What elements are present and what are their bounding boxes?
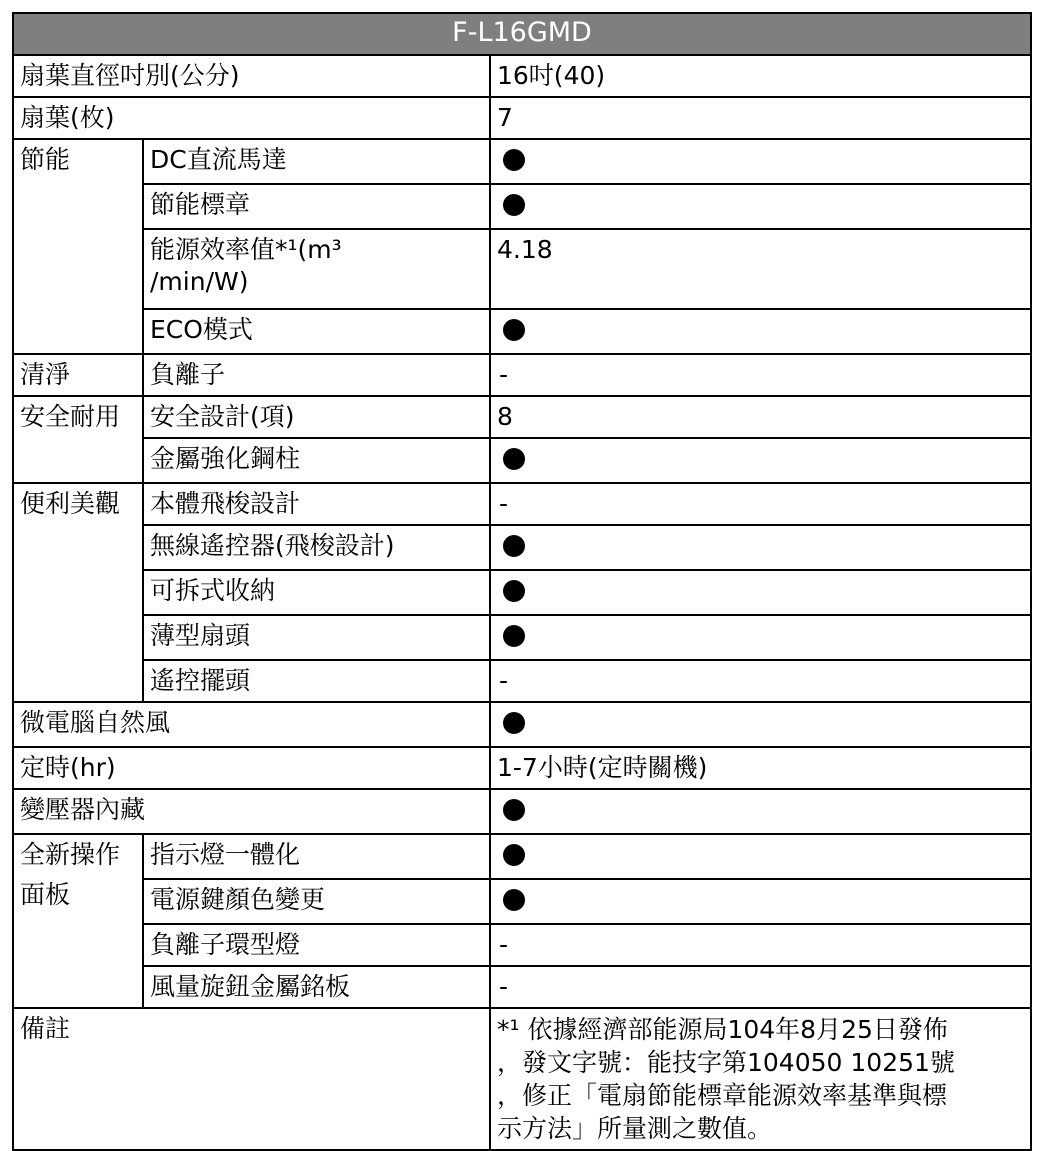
row-label: 微電腦自然風 [13,702,490,747]
row-label-line: /min/W) [150,267,249,296]
table-row [13,660,1031,702]
row-label: 本體飛梭設計 [143,483,490,525]
table-row [13,879,1031,924]
row-value: 16吋(40) [490,55,1031,97]
table-row [13,570,1031,615]
row-label: 無線遙控器(飛梭設計) [143,525,490,570]
row-value [490,660,1031,702]
row-label: 負離子環型燈 [143,924,490,966]
remarks-line: 示方法」所量測之數值。 [497,1114,773,1143]
table-row [13,615,1031,660]
filled-dot-icon [503,194,525,216]
row-label: 金屬強化鋼柱 [143,438,490,483]
row-label: 安全設計(項) [143,396,490,438]
table-row [13,55,1031,97]
dash-mark: - [499,972,509,1001]
category-label-line: 面板 [20,880,71,909]
row-label: ECO模式 [143,309,490,354]
row-label: 可拆式收納 [143,570,490,615]
row-value [490,438,1031,483]
remarks-line: ，發文字號：能技字第104050 10251號 [497,1048,955,1077]
dash-mark: - [499,930,509,959]
table-row [13,525,1031,570]
table-row [13,747,1031,789]
table-row [13,396,1031,438]
row-label [143,229,490,309]
row-label: 薄型扇頭 [143,615,490,660]
row-value [490,615,1031,660]
row-label: 負離子 [143,354,490,396]
row-value [490,139,1031,184]
dash-mark: - [499,489,509,518]
dash-mark: - [499,666,509,695]
row-label: 變壓器內藏 [13,789,490,834]
row-value [490,834,1031,879]
remarks-line: *¹ 依據經濟部能源局104年8月25日發佈 [497,1015,948,1044]
row-label-line: 能源效率值*¹(m³ [150,235,342,264]
filled-dot-icon [503,535,525,557]
row-value [490,354,1031,396]
category-label [13,834,143,1008]
row-value [490,184,1031,229]
row-value [490,879,1031,924]
row-value [490,924,1031,966]
table-row [13,924,1031,966]
table-row [13,966,1031,1008]
remarks-line: ，修正「電扇節能標章能源效率基準與標 [497,1081,948,1110]
row-value [490,483,1031,525]
row-value [490,702,1031,747]
row-label: 扇葉(枚) [13,97,490,139]
table-row [13,789,1031,834]
row-value [490,966,1031,1008]
filled-dot-icon [503,799,525,821]
table-row [13,309,1031,354]
filled-dot-icon [503,580,525,602]
row-label: 指示燈一體化 [143,834,490,879]
row-label: 電源鍵顏色變更 [143,879,490,924]
table-row [13,229,1031,309]
row-label: 節能標章 [143,184,490,229]
category-label-line: 全新操作 [20,840,121,869]
model-title: F-L16GMD [13,13,1031,55]
row-value [490,789,1031,834]
filled-dot-icon [503,844,525,866]
table-row [13,1008,1031,1150]
filled-dot-icon [503,149,525,171]
table-row [13,184,1031,229]
filled-dot-icon [503,448,525,470]
header-row [13,13,1031,55]
filled-dot-icon [503,712,525,734]
table-row [13,354,1031,396]
row-value: 8 [490,396,1031,438]
filled-dot-icon [503,319,525,341]
spec-table [12,12,1032,1151]
table-row [13,702,1031,747]
row-value: 1-7小時(定時關機) [490,747,1031,789]
remarks-text [490,1008,1031,1150]
table-row [13,97,1031,139]
row-label: 風量旋鈕金屬銘板 [143,966,490,1008]
category-label: 安全耐用 [13,396,143,483]
category-label: 便利美觀 [13,483,143,702]
table-row [13,139,1031,184]
row-value [490,525,1031,570]
row-value [490,570,1031,615]
dash-mark: - [499,360,509,389]
row-value [490,309,1031,354]
table-row [13,438,1031,483]
row-label: 遙控擺頭 [143,660,490,702]
filled-dot-icon [503,889,525,911]
row-label: 扇葉直徑吋別(公分) [13,55,490,97]
row-value: 7 [490,97,1031,139]
table-row [13,834,1031,879]
row-label: DC直流馬達 [143,139,490,184]
row-label: 定時(hr) [13,747,490,789]
row-value: 4.18 [490,229,1031,309]
category-label: 清淨 [13,354,143,396]
row-label: 備註 [13,1008,490,1150]
table-row [13,483,1031,525]
filled-dot-icon [503,625,525,647]
category-label: 節能 [13,139,143,354]
